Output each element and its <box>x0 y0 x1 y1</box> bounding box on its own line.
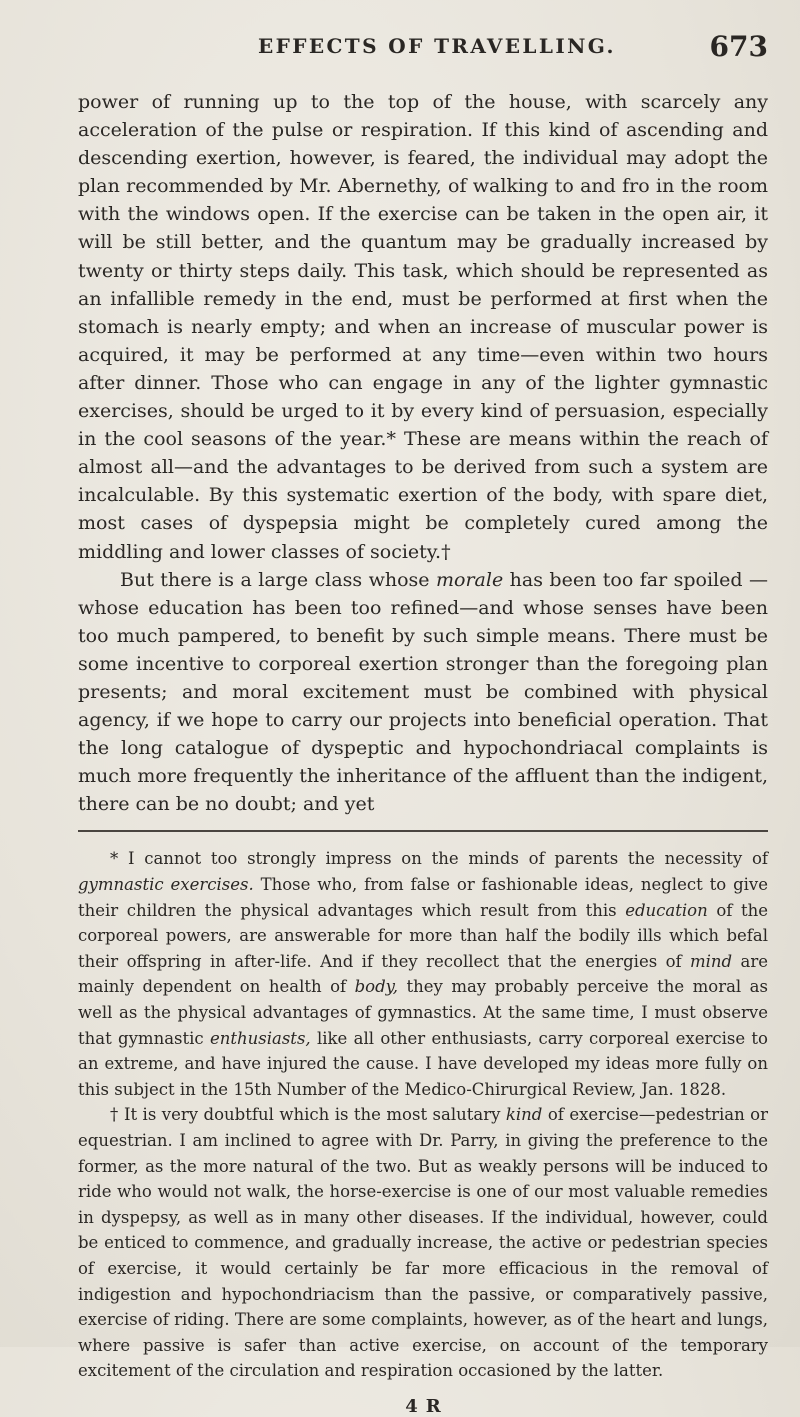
footnote-1-italic-e: enthusiasts, <box>209 1028 311 1048</box>
signature-number: 4 <box>405 1395 422 1417</box>
main-text <box>78 88 768 818</box>
footnote-1-italic-c: mind <box>690 951 733 971</box>
footnote-2-italic-a: kind <box>505 1105 543 1125</box>
footnote-1-text-d: are mainly dependent on health of <box>78 951 769 997</box>
paragraph-2 <box>78 566 768 819</box>
footnote-1-italic-d: body, <box>354 977 399 997</box>
footnote-1-text-c: of the corporeal powers, are answerable for more than half the bodily ills which befal their offspring in after-life. And if they recollect that the energies of <box>78 900 768 971</box>
paragraph-2-text-a: But there is a large class whose <box>120 568 436 591</box>
running-head: EFFECTS OF TRAVELLING. <box>258 34 616 58</box>
footnote-2 <box>78 1102 768 1384</box>
book-page <box>78 28 768 1417</box>
page-number: 673 <box>709 30 768 63</box>
paragraph-1-text-a: power of running up to the top of the house, with scarcely any acceleration of the pulse or respiration. If this kind of ascending and descending exertion, however, is feared, the individual may adopt the plan recommended by Mr. Abernethy, of walking to and fro in the room with the windows open. If the exercise can be taken in the open air, it will be still better, and the quantum may be gradually increased by twenty or thirty steps daily. This task, which should be represented as an infallible remedy in the end, must be performed at first when the stomach is nearly empty; and when an increase of muscular power is acquired, it may be performed at any time—even within two hours after dinner. Those who can engage in any of the lighter gymnastic exercises, should be urged to it by every kind of persuasion, especially in the cool seasons of the year. <box>78 91 768 451</box>
footnote-rule <box>78 830 768 832</box>
paragraph-1 <box>78 88 768 566</box>
footnote-1-text-e: they may probably perceive the moral as well as the physical advantages of gymnastics. At the same time, I must observe that gymnastic <box>78 977 768 1048</box>
page-header <box>78 28 768 72</box>
paragraph-2-text-b: has been too far spoiled —whose education has been too refined—and whose senses have been too much pampered, to benefit by such simple means. There must be some incentive to corporeal exertion stronger than the foregoing plan presents; and moral excitement must be combined with physical agency, if we hope to carry our projects into beneficial operation. That the long catalogue of dyspeptic and hypochondriacal complaints is much more frequently the inheritance of the affluent than the indigent, there can be no doubt; and yet <box>78 568 768 816</box>
footnote-2-text-a: † It is very doubtful which is the most salutary <box>110 1105 506 1125</box>
paragraph-1-text-b: These are means within the reach of almost all—and the advantages to be derived from such a system are incalculable. By this systematic exertion of the body, with spare diet, most cases of dyspepsia might be completely cured among the middling and lower classes of society. <box>78 428 768 563</box>
footnotes <box>78 846 768 1383</box>
footnote-marker-asterisk: * <box>386 428 396 451</box>
footnote-1 <box>78 846 768 1102</box>
footnote-1-text-a: * I cannot too strongly impress on the minds of parents the necessity of <box>110 849 768 869</box>
footnote-1-text-f: like all other enthusiasts, carry corporeal exercise to an extreme, and have injured the cause. I have developed my ideas more fully on this subject in the 15th Number of the Medico-Chirurgical Review, Jan. 1828. <box>78 1028 768 1099</box>
footnote-1-italic-a: gymnastic exercises. <box>78 875 254 895</box>
footnote-1-italic-b: education <box>625 900 708 920</box>
signature-letter: R <box>425 1395 445 1417</box>
footnote-2-text-b: of exercise—pedestrian or equestrian. I am inclined to agree with Dr. Parry, in giving the preference to the former, as the more natural of the two. But as weakly persons will be induced to ride who would not walk, the horse-exercise is one of our most valuable remedies in dyspepsy, as well as in many other diseases. If the individual, however, could be enticed to commence, and gradually increase, the active or pedestrian species of exercise, it would certainly be far more efficacious in the removal of indigestion and hypochondriacism than the passive, or comparatively passive, exercise of riding. There are some complaints, however, as of the heart and lungs, where passive is safer than active exercise, on account of the temporary excitement of the circulation and respiration occasioned by the latter. <box>78 1105 768 1381</box>
paragraph-2-italic-morale: morale <box>436 568 504 591</box>
footnote-marker-dagger: † <box>441 540 451 563</box>
footnote-1-text-b: Those who, from false or fashionable ideas, neglect to give their children the physical advantages which result from this <box>78 875 768 920</box>
signature-mark <box>78 1396 768 1417</box>
